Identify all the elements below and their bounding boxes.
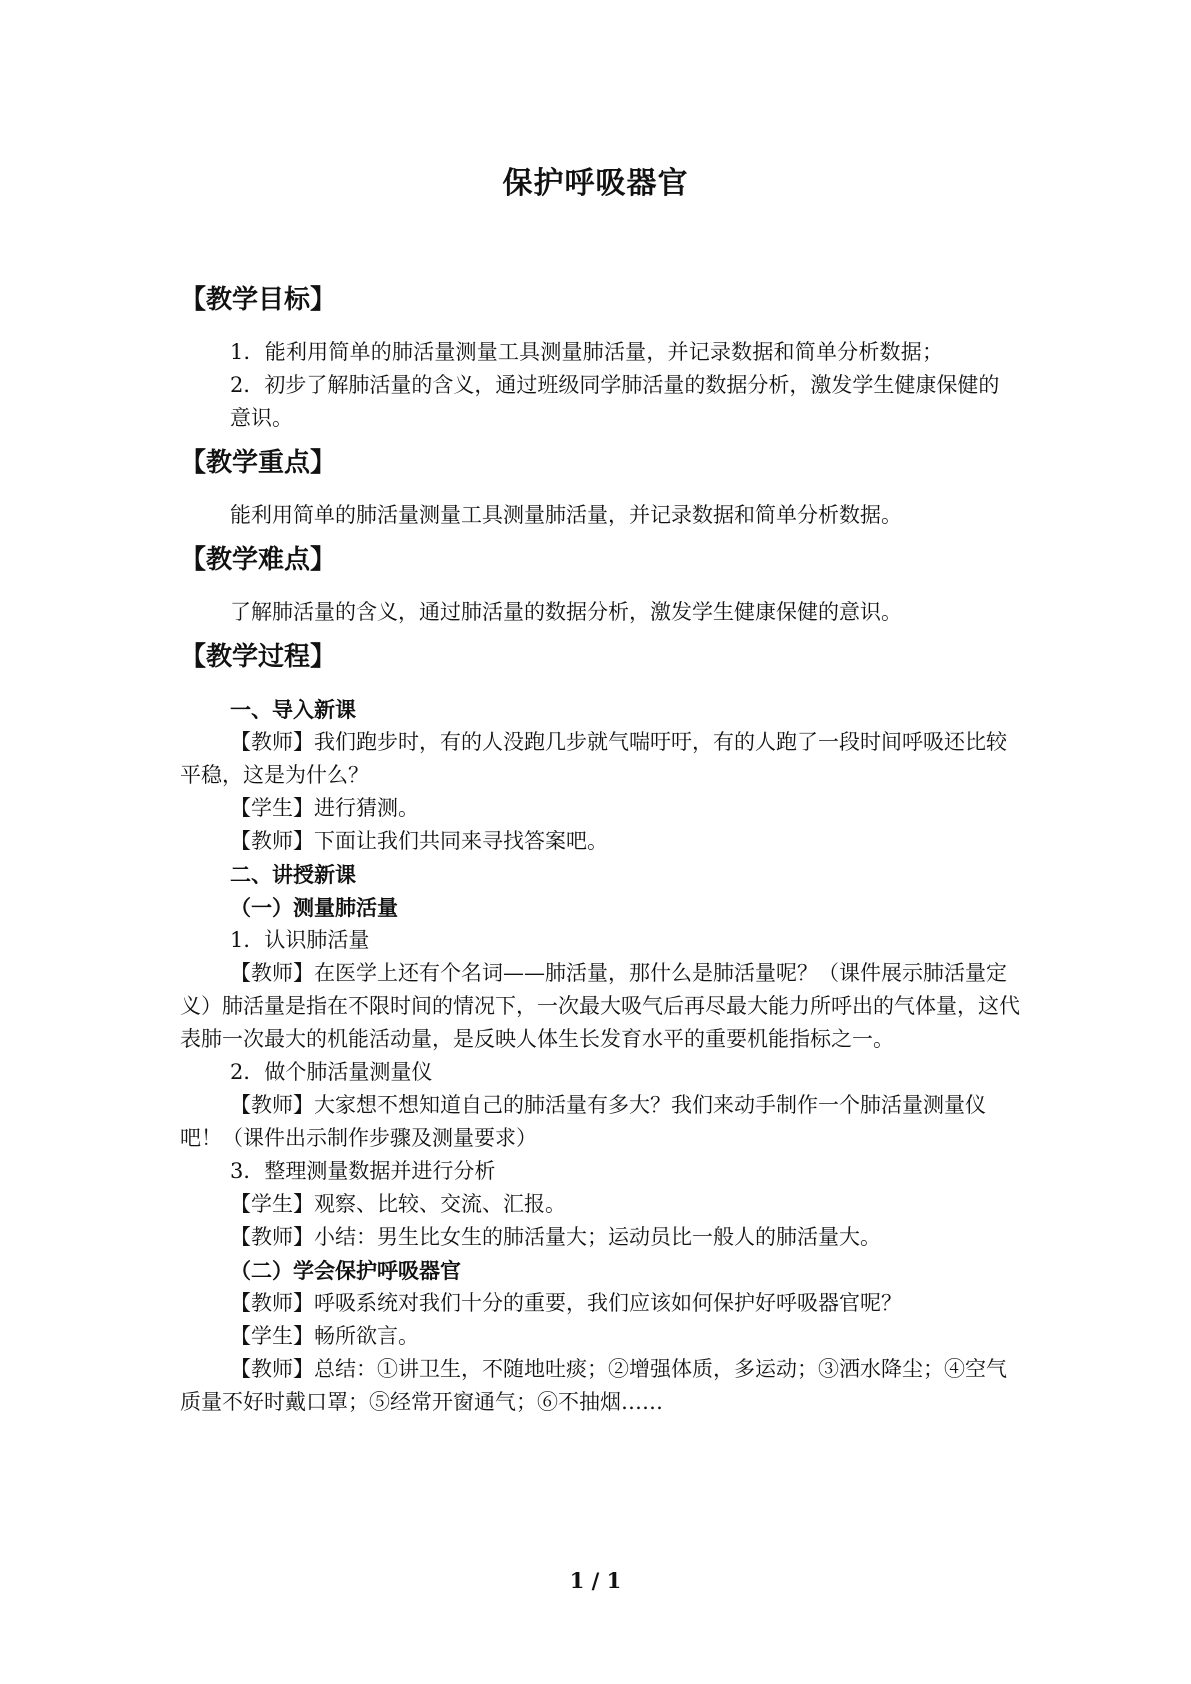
section-heading-process: 【教学过程】 xyxy=(180,642,337,672)
section-heading-goals: 【教学目标】 xyxy=(180,285,337,315)
process-subheading: 一、导入新课 xyxy=(230,697,356,722)
process-paragraph: 【教师】总结：①讲卫生，不随地吐痰；②增强体质，多运动；③洒水降尘；④空气质量不好时戴口罩；⑤经常开窗通气；⑥不抽烟…… xyxy=(180,1357,1007,1414)
document-body xyxy=(180,282,1020,1419)
process-paragraph: 【教师】小结：男生比女生的肺活量大；运动员比一般人的肺活量大。 xyxy=(230,1225,881,1249)
goal-item-2: 2．初步了解肺活量的含义，通过班级同学肺活量的数据分析，激发学生健康保健的意识。 xyxy=(230,373,1000,430)
process-paragraph: 【学生】观察、比较、交流、汇报。 xyxy=(230,1192,566,1216)
process-subheading: （一）测量肺活量 xyxy=(230,895,398,920)
process-paragraph: 3．整理测量数据并进行分析 xyxy=(230,1159,496,1183)
process-paragraph: 【学生】进行猜测。 xyxy=(230,796,419,820)
process-paragraph: 【教师】大家想不想知道自己的肺活量有多大？我们来动手制作一个肺活量测量仪吧！（课件出示制作步骤及测量要求） xyxy=(180,1093,986,1150)
process-paragraph: 【教师】下面让我们共同来寻找答案吧。 xyxy=(230,829,608,853)
section-heading-key-points: 【教学重点】 xyxy=(180,448,337,478)
key-points-text: 能利用简单的肺活量测量工具测量肺活量，并记录数据和简单分析数据。 xyxy=(230,503,902,527)
process-subheading: （二）学会保护呼吸器官 xyxy=(230,1258,461,1283)
process-paragraph: 【学生】畅所欲言。 xyxy=(230,1324,419,1348)
goal-item-1: 1．能利用简单的肺活量测量工具测量肺活量，并记录数据和简单分析数据； xyxy=(230,340,944,364)
process-paragraph: 【教师】在医学上还有个名词——肺活量，那什么是肺活量呢？（课件展示肺活量定义）肺活量是指在不限时间的情况下，一次最大吸气后再尽最大能力所呼出的气体量，这代表肺一次最大的机能活动量，是反映人体生长发育水平的重要机能指标之一。 xyxy=(180,961,1020,1051)
document-title: 保护呼吸器官 xyxy=(502,166,689,201)
process-paragraph: 1．认识肺活量 xyxy=(230,928,370,952)
process-paragraph: 2．做个肺活量测量仪 xyxy=(230,1060,433,1084)
page-number: 1 / 1 xyxy=(569,1568,622,1593)
process-paragraph: 【教师】呼吸系统对我们十分的重要，我们应该如何保护好呼吸器官呢？ xyxy=(230,1291,902,1315)
section-heading-difficulties: 【教学难点】 xyxy=(180,545,337,575)
difficulties-text: 了解肺活量的含义，通过肺活量的数据分析，激发学生健康保健的意识。 xyxy=(230,600,902,624)
process-subheading: 二、讲授新课 xyxy=(230,862,356,887)
process-paragraph: 【教师】我们跑步时，有的人没跑几步就气喘吁吁，有的人跑了一段时间呼吸还比较平稳，这是为什么？ xyxy=(180,730,1007,787)
